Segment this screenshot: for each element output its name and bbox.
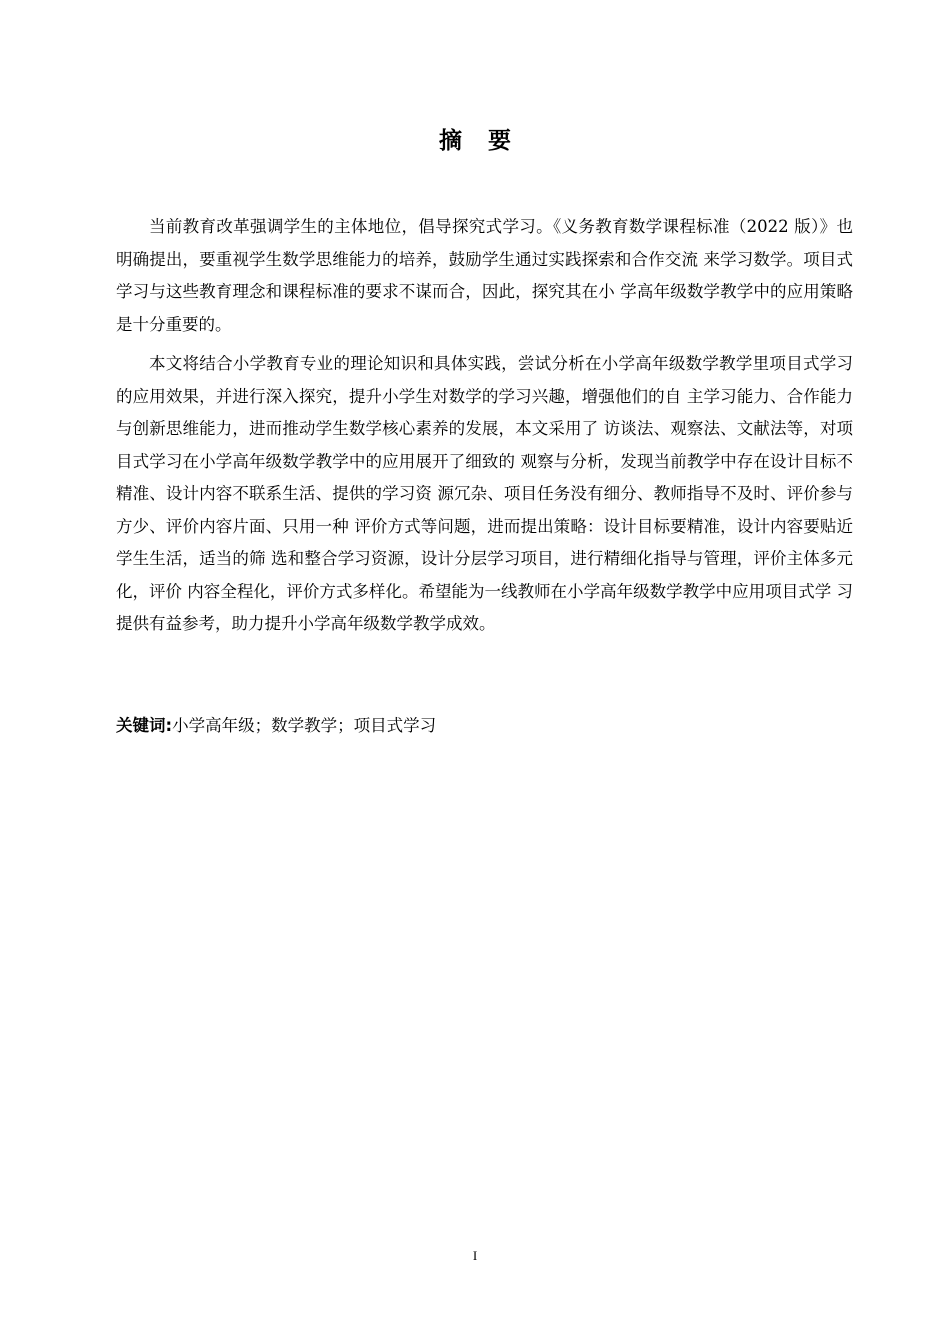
page-number: I [472, 1248, 478, 1263]
keywords-label: 关键词: [116, 716, 173, 735]
keywords-line [116, 710, 436, 742]
abstract-body-2 [116, 348, 853, 641]
title-char-2: 要 [488, 128, 511, 154]
abstract-paragraph-1: 当前教育改革强调学生的主体地位，倡导探究式学习。《义务教育数学课程标准（2022 版）》也明确提出，要重视学生数学思维能力的培养，鼓励学生通过实践探索和合作交流 来学习数学。项目式学习与这些教育理念和课程标准的要求不谋而合，因此，探究其在小 学高年级数学教学中的应用策略是十分重要的。 [116, 217, 853, 334]
keywords-values: 小学高年级；数学教学；项目式学习 [172, 716, 437, 735]
abstract-body [116, 211, 853, 341]
abstract-paragraph-2: 本文将结合小学教育专业的理论知识和具体实践，尝试分析在小学高年级数学教学里项目式学习的应用效果，并进行深入探究，提升小学生对数学的学习兴趣，增强他们的自 主学习能力、合作能力与创新思维能力，进而推动学生数学核心素养的发展，本文采用了 访谈法、观察法、文献法等，对项目式学习在小学高年级数学教学中的应用展开了细致的 观察与分析，发现当前教学中存在设计目标不精准、设计内容不联系生活、提供的学习资 源冗杂、项目任务没有细分、教师指导不及时、评价参与方少、评价内容片面、只用一种 评价方式等问题，进而提出策略：设计目标要精准，设计内容要贴近学生生活，适当的筛 选和整合学习资源，设计分层学习项目，进行精细化指导与管理，评价主体多元化，评价 内容全程化，评价方式多样化。希望能为一线教师在小学高年级数学教学中应用项目式学 习提供有益参考，助力提升小学高年级数学教学成效。 [116, 354, 853, 633]
title-char-1: 摘 [439, 128, 462, 154]
page-title [0, 122, 950, 155]
